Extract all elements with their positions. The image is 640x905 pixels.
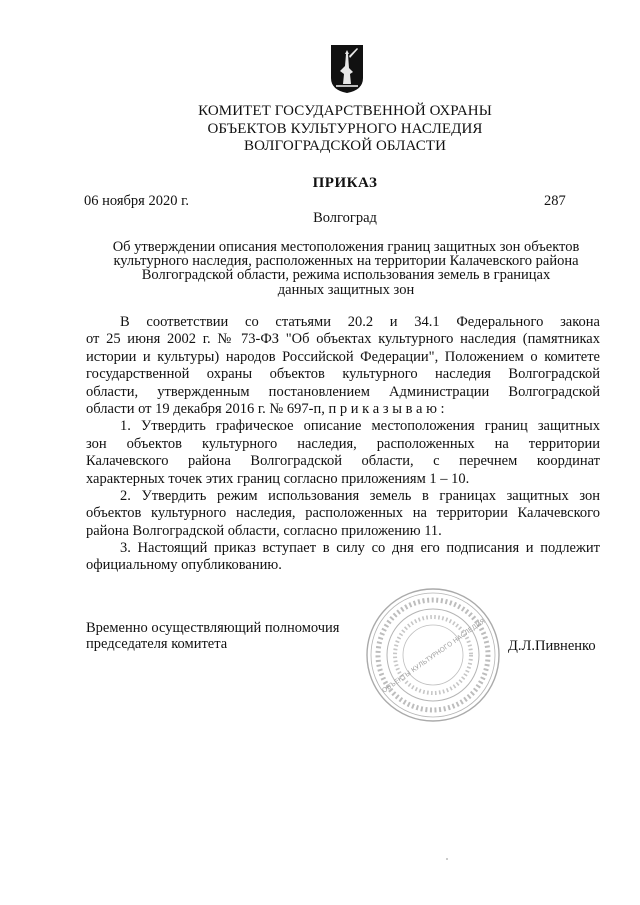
body-line: Калачевского района Волгоградской области, с перечнем координат <box>86 453 600 470</box>
body-line: от 25 июня 2002 г. № 73-ФЗ "Об объектах культурного наследия (памятниках <box>86 331 600 348</box>
body-line: 1. Утвердить графическое описание местоположения границ защитных <box>120 418 600 435</box>
org-line-3: ВОЛГОГРАДСКОЙ ОБЛАСТИ <box>243 138 447 154</box>
body-line: зон объектов культурного наследия, расположенных на территории <box>86 435 600 452</box>
volgograd-coat-of-arms-icon <box>330 44 364 94</box>
organization-name <box>150 103 540 156</box>
body-line: объектов культурного наследия, расположенных на территории Калачевского <box>86 505 600 522</box>
round-seal-stamp-icon <box>363 585 503 725</box>
order-city: Волгоград <box>313 210 377 226</box>
subject-line: Волгоградской области, режима использования земель в границах <box>141 267 551 284</box>
signer-role-line: Временно осуществляющий полномочия <box>86 620 340 636</box>
order-subject <box>86 240 606 297</box>
org-line-1: КОМИТЕТ ГОСУДАРСТВЕННОЙ ОХРАНЫ <box>198 103 492 119</box>
order-number: 287 <box>544 193 566 209</box>
subject-line: данных защитных зон <box>277 281 415 298</box>
order-date: 06 ноября 2020 г. <box>84 193 190 209</box>
org-line-2: ОБЪЕКТОВ КУЛЬТУРНОГО НАСЛЕДИЯ <box>207 120 483 137</box>
body-line: В соответствии со статьями 20.2 и 34.1 Федерального закона <box>120 314 600 330</box>
order-body <box>86 314 600 575</box>
scan-speck <box>446 858 448 860</box>
body-line: характерных точек этих границ согласно приложениям 1 – 10. <box>86 470 470 487</box>
signer-name: Д.Л.Пивненко <box>508 638 596 654</box>
signer-role <box>86 621 339 652</box>
document-title: ПРИКАЗ <box>312 175 378 191</box>
body-line: истории и культуры) народов Российской Федерации", Положением о комитете <box>86 348 600 365</box>
subject-line: культурного наследия, расположенных на территории Калачевского района <box>113 253 579 270</box>
body-line: района Волгоградской области, согласно приложению 11. <box>86 522 442 539</box>
body-line: 2. Утвердить режим использования земель в границах защитных зон <box>120 487 600 504</box>
subject-line: Об утверждении описания местоположения границ защитных зон объектов <box>112 239 580 255</box>
body-line: 3. Настоящий приказ вступает в силу со дня его подписания и подлежит <box>120 540 600 557</box>
stamp-inner-text: ОБЪЕКТЫ КУЛЬТУРНОГО НАСЛЕДИЯ <box>380 617 487 695</box>
body-line: официальному опубликованию. <box>86 557 282 574</box>
signer-role-line: председателя комитета <box>86 635 228 652</box>
body-line: государственной охраны объектов культурного наследия Волгоградской <box>86 366 600 383</box>
body-line: области, утвержденным постановлением Администрации Волгоградской <box>86 383 600 400</box>
body-line: области от 19 декабря 2016 г. № 697-п, п р и к а з ы в а ю : <box>86 400 445 417</box>
